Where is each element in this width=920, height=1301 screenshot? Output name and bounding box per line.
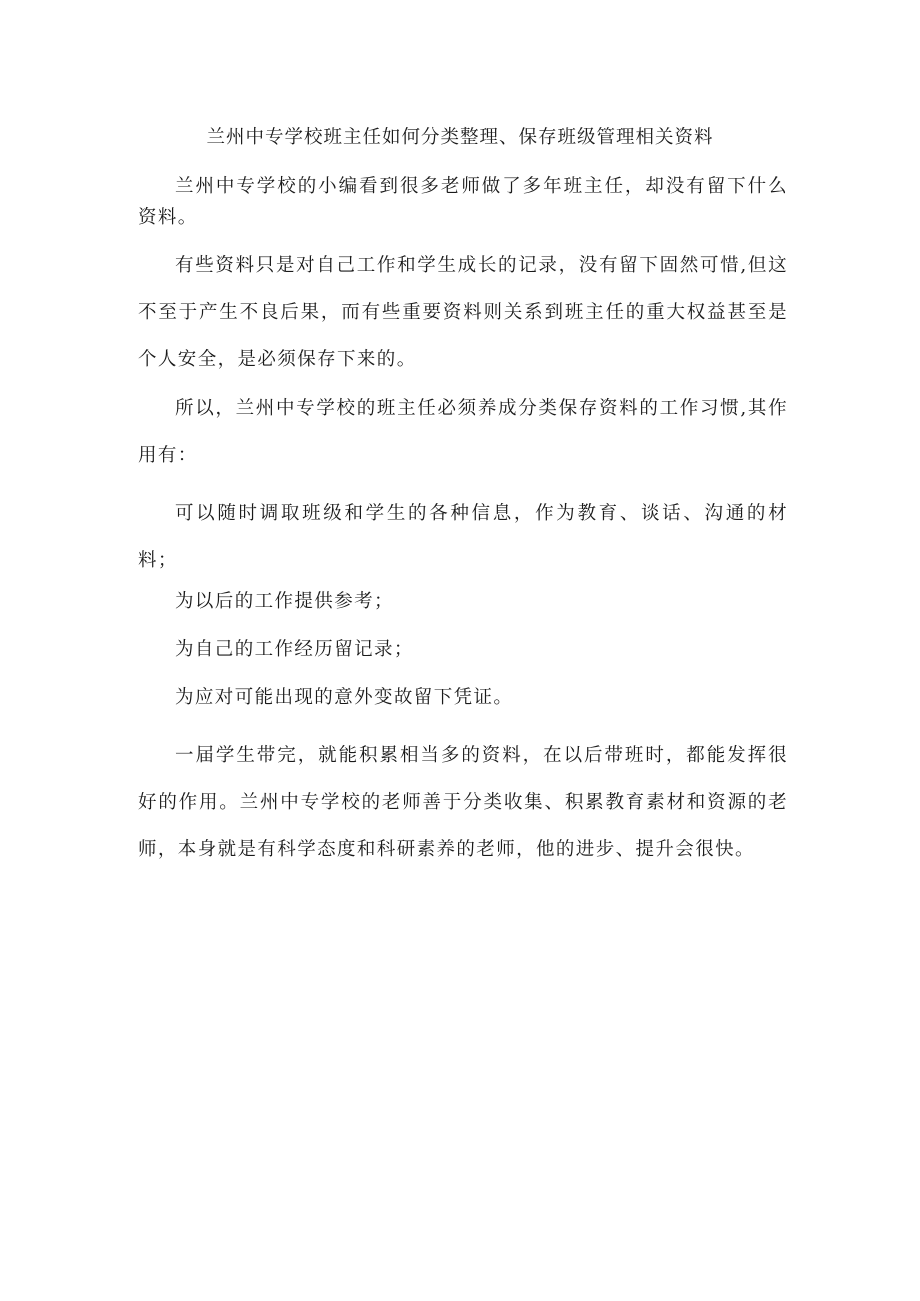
paragraph-importance: 有些资料只是对自己工作和学生成长的记录，没有留下固然可惜,但这不至于产生不良后果，而有些重要资料则关系到班主任的重大权益甚至是个人安全，是必须保存下来的。 xyxy=(138,255,788,370)
paragraph-use-evidence: 为应对可能出现的意外变故留下凭证。 xyxy=(175,687,514,708)
document-title: 兰州中专学校班主任如何分类整理、保存班级管理相关资料 xyxy=(206,127,714,148)
paragraph-intro: 兰州中专学校的小编看到很多老师做了多年班主任，却没有留下什么资料。 xyxy=(138,176,788,228)
paragraph-use-info: 可以随时调取班级和学生的各种信息，作为教育、谈话、沟通的材料； xyxy=(138,503,788,571)
paragraph-use-record: 为自己的工作经历留记录； xyxy=(175,639,414,660)
paragraph-habit: 所以，兰州中专学校的班主任必须养成分类保存资料的工作习惯,其作用有： xyxy=(138,398,788,466)
paragraph-conclusion: 一届学生带完，就能积累相当多的资料，在以后带班时，都能发挥很好的作用。兰州中专学校的老师善于分类收集、积累教育素材和资源的老师，本身就是有科学态度和科研素养的老师，他的进步、提升会很快。 xyxy=(138,745,788,860)
paragraph-use-reference: 为以后的工作提供参考； xyxy=(175,591,394,612)
